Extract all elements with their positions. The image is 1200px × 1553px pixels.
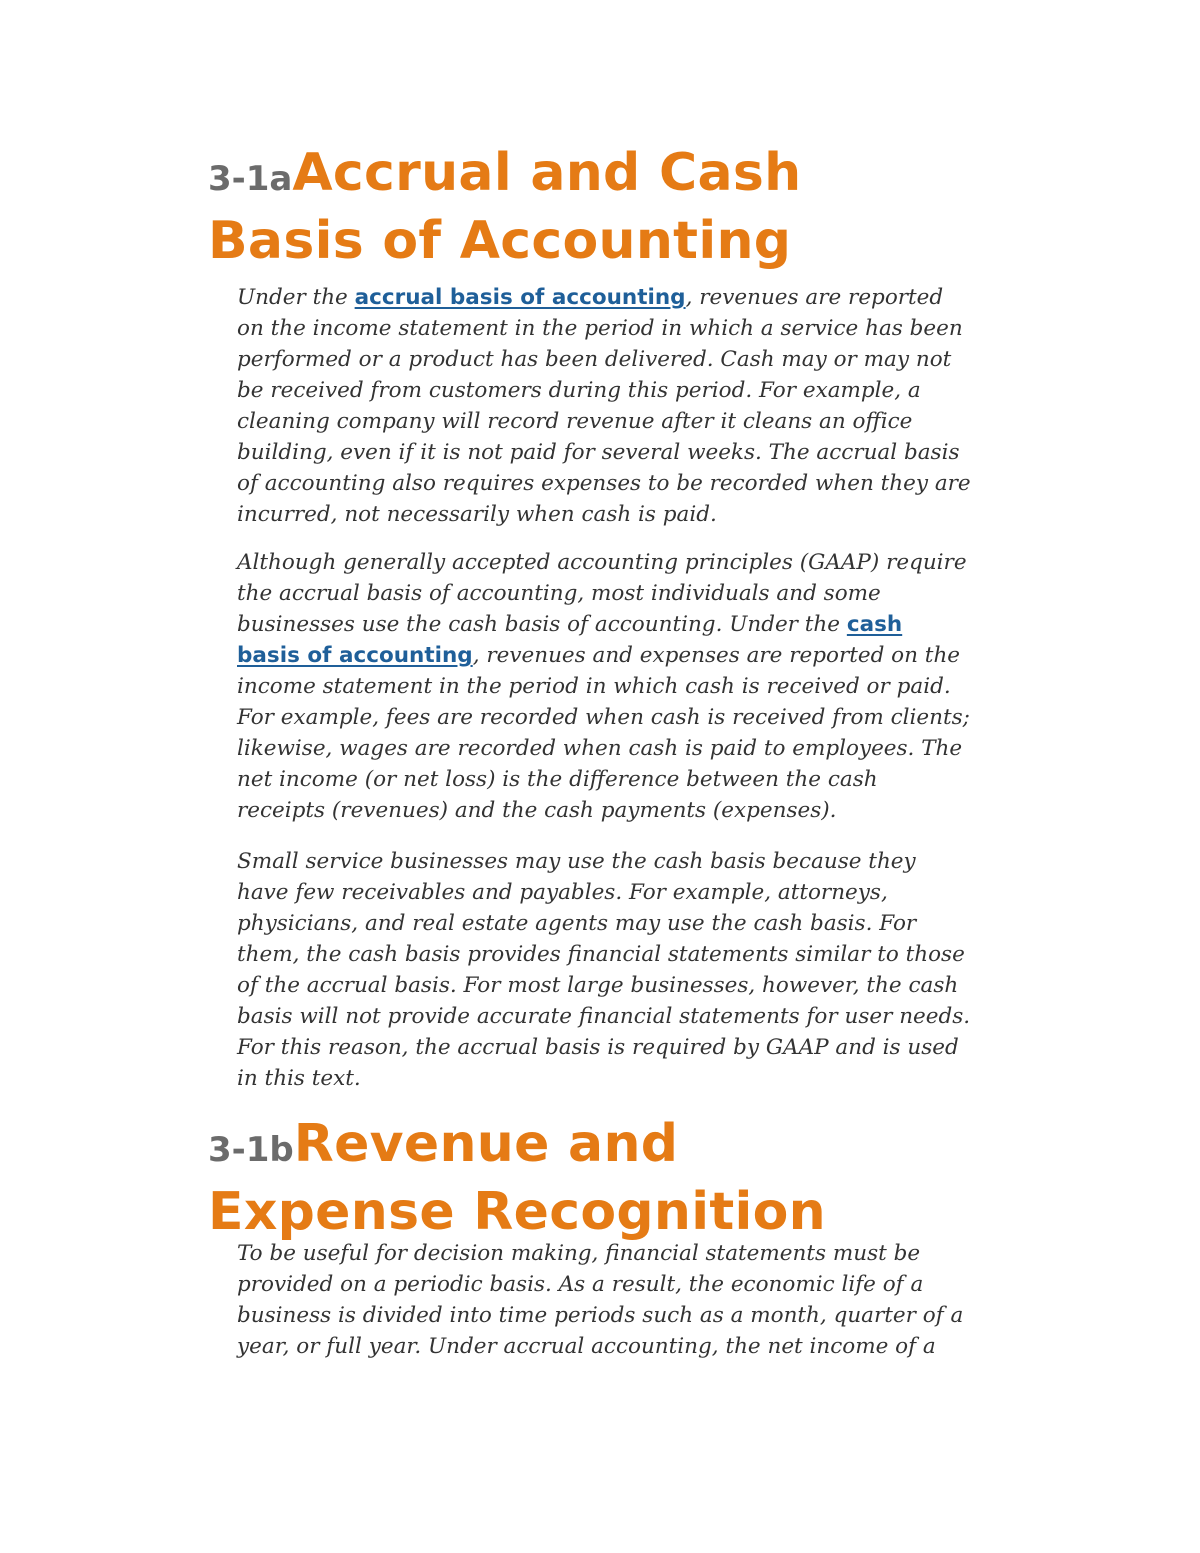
paragraph-text: Under the <box>237 285 355 310</box>
key-term-link-accrual-basis[interactable]: accrual basis of accounting <box>354 285 686 310</box>
section-title-line1: Accrual and Cash <box>292 143 802 203</box>
section-heading-3-1a <box>208 142 988 272</box>
key-term-link-cash-basis[interactable]: cash basis of accounting <box>237 612 903 668</box>
paragraph-periodic-basis: To be useful for decision making, financial statements must be provided on a periodic basis. As a result, the economic life of a business is divided into time periods such as a month, quarter of a year, or full year. Under accrual accounting, the net income of a <box>237 1241 964 1359</box>
section-title-line2: Expense Recognition <box>208 1182 826 1242</box>
section-title-line2: Basis of Accounting <box>208 211 792 271</box>
paragraph-text: Although generally accepted accounting principles (GAAP) require the accrual basis of accounting, most individuals and some businesses use the cash basis of accounting. Under the <box>237 550 967 637</box>
section-heading-3-1b <box>208 1113 988 1243</box>
paragraph-accrual-basis <box>237 282 972 530</box>
section-title-line1: Revenue and <box>293 1114 679 1174</box>
paragraph-cash-basis <box>237 547 972 826</box>
paragraph-text: , revenues and expenses are reported on the income statement in the period in which cash is received or paid. For example, fees are recorded when cash is received from clients; likewise, wages are recorded when cash is paid to employees. The net income (or net loss) is the difference between the cash receipts (revenues) and the cash payments (expenses). <box>237 643 970 823</box>
section-number: 3-1a <box>208 159 293 199</box>
paragraph-text: , revenues are reported on the income statement in the period in which a service has been performed or a product has been delivered. Cash may or may not be received from customers during this period. For example, a cleaning company will record revenue after it cleans an office building, even if it is not paid for several weeks. The accrual basis of accounting also requires expenses to be recorded when they are incurred, not necessarily when cash is paid. <box>237 285 971 527</box>
paragraph-small-businesses: Small service businesses may use the cash basis because they have few receivables and payables. For example, attorneys, physicians, and real estate agents may use the cash basis. For them, the cash basis provides financial statements similar to those of the accrual basis. For most large businesses, however, the cash basis will not provide accurate financial statements for user needs. For this reason, the accrual basis is required by GAAP and is used in this text. <box>237 849 971 1091</box>
section-number: 3-1b <box>208 1130 294 1170</box>
